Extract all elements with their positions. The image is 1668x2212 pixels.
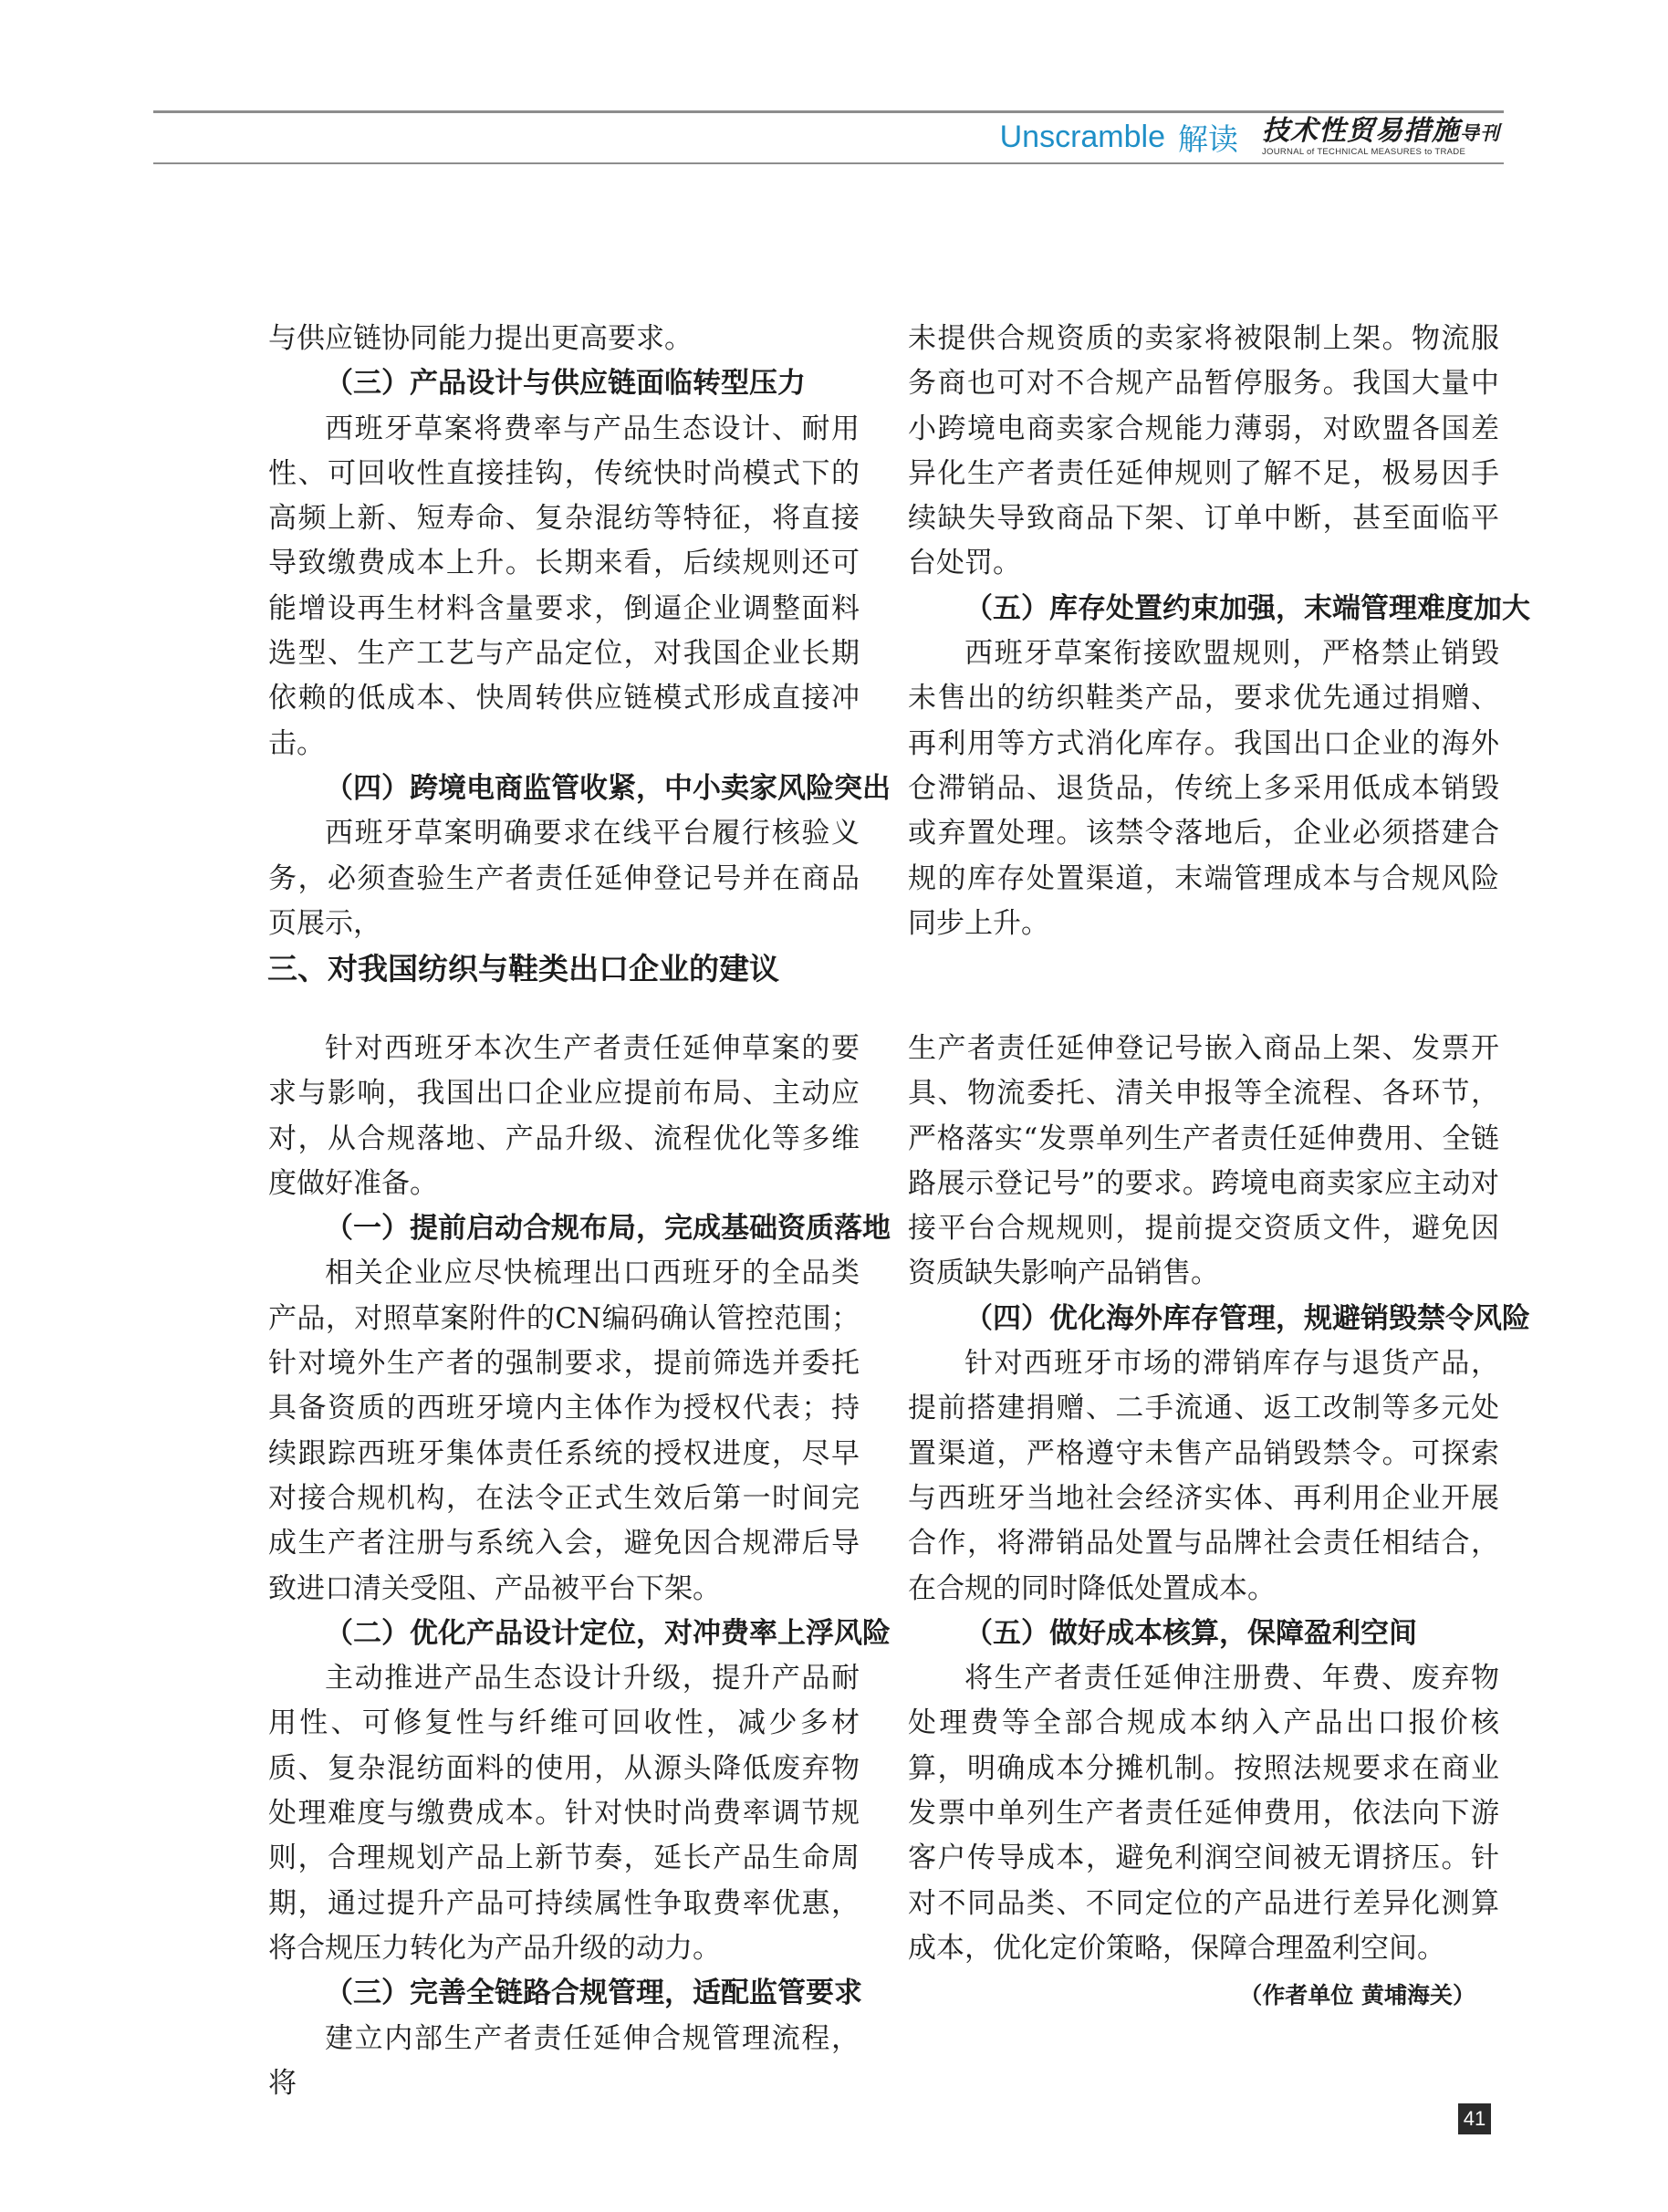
subheading: （四）优化海外库存管理，规避销毁禁令风险 [964, 1301, 1530, 1335]
section-heading: 三、对我国纺织与鞋类出口企业的建议 [267, 951, 779, 986]
journal-logo [1262, 114, 1500, 157]
paragraph: 西班牙草案将费率与产品生态设计、耐用性、可回收性直接挂钩，传统快时尚模式下的高频上新、短寿命、复杂混纺等特征，将直接导致缴费成本上升。长期来看，后续规则还可能增设再生材料含量要求，倒逼企业调整面料选型、生产工艺与产品定位，对我国企业长期依赖的低成本、快周转供应链模式形成直接冲击。 [268, 412, 860, 760]
paragraph: 与供应链协同能力提出更高要求。 [268, 322, 693, 355]
page-number: 41 [1458, 2103, 1491, 2134]
subheading: （二）优化产品设计定位，对冲费率上浮风险 [325, 1616, 891, 1650]
paragraph: 相关企业应尽快梳理出口西班牙的全品类产品，对照草案附件的CN编码确认管控范围；针对境外生产者的强制要求，提前筛选并委托具备资质的西班牙境内主体作为授权代表；持续跟踪西班牙集体责任系统的授权进度，尽早对接合规机构，在法令正式生效后第一时间完成生产者注册与系统入会，避免因合规滞后导致进口清关受阻、产品被平台下架。 [268, 1257, 860, 1605]
subheading: （五）做好成本核算，保障盈利空间 [964, 1616, 1417, 1650]
author-affiliation: （作者单位 黄埔海关） [1239, 1982, 1475, 2009]
section-label-cn: 解读 [1178, 120, 1238, 157]
paragraph: 生产者责任延伸登记号嵌入商品上架、发票开具、物流委托、清关申报等全流程、各环节，严格落实“发票单列生产者责任延伸费用、全链路展示登记号”的要求。跨境电商卖家应主动对接平台合规规则，提前提交资质文件，避免因资质缺失影响产品销售。 [908, 1032, 1499, 1290]
paragraph: 西班牙草案衔接欧盟规则，严格禁止销毁未售出的纺织鞋类产品，要求优先通过捐赠、再利用等方式消化库存。我国出口企业的海外仓滞销品、退货品，传统上多采用低成本销毁或弃置处理。该禁令落地后，企业必须搭建合规的库存处置渠道，末端管理成本与合规风险同步上升。 [908, 637, 1499, 940]
section-label-en: Unscramble [999, 119, 1165, 154]
paragraph: 主动推进产品生态设计升级，提升产品耐用性、可修复性与纤维可回收性，减少多材质、复杂混纺面料的使用，从源头降低废弃物处理难度与缴费成本。针对快时尚费率调节规则，合理规划产品上新节奏，延长产品生命周期，通过提升产品可持续属性争取费率优惠，将合规压力转化为产品升级的动力。 [268, 1662, 860, 1965]
paragraph: 针对西班牙本次生产者责任延伸草案的要求与影响，我国出口企业应提前布局、主动应对，从合规落地、产品升级、流程优化等多维度做好准备。 [268, 1032, 860, 1200]
paragraph: 西班牙草案明确要求在线平台履行核验义务，必须查验生产者责任延伸登记号并在商品页展示， [268, 817, 860, 940]
header-rule-bottom [153, 162, 1504, 164]
subheading: （三）完善全链路合规管理，适配监管要求 [325, 1977, 862, 2010]
upper-left-column [268, 317, 891, 946]
lower-left-column [268, 1027, 891, 2106]
running-head [1000, 115, 1500, 159]
subheading: （一）提前启动合规布局，完成基础资质落地 [325, 1212, 891, 1246]
journal-suffix: 导刊 [1460, 121, 1500, 144]
paragraph: 针对西班牙市场的滞销库存与退货产品，提前搭建捐赠、二手流通、返工改制等多元处置渠道，严格遵守未售产品销毁禁令。可探索与西班牙当地社会经济实体、再利用企业开展合作，将滞销品处置与品牌社会责任相结合，在合规的同时降低处置成本。 [908, 1347, 1499, 1605]
lower-right-column [908, 1027, 1530, 2019]
subheading: （三）产品设计与供应链面临转型压力 [325, 367, 806, 401]
paragraph: 将生产者责任延伸注册费、年费、废弃物处理费等全部合规成本纳入产品出口报价核算，明确成本分摊机制。按照法规要求在商业发票中单列生产者责任延伸费用，依法向下游客户传导成本，避免利润空间被无谓挤压。针对不同品类、不同定位的产品进行差异化测算成本，优化定价策略，保障合理盈利空间。 [908, 1662, 1499, 1965]
upper-right-column [908, 317, 1530, 946]
journal-name-en: JOURNAL of TECHNICAL MEASURES to TRADE [1262, 146, 1466, 157]
paragraph: 未提供合规资质的卖家将被限制上架。物流服务商也可对不合规产品暂停服务。我国大量中小跨境电商卖家合规能力薄弱，对欧盟各国差异化生产者责任延伸规则了解不足，极易因手续缺失导致商品下架、订单中断，甚至面临平台处罚。 [908, 322, 1499, 580]
header-rule-top [153, 110, 1504, 113]
journal-name: 技术性贸易措施导刊 [1262, 114, 1500, 147]
subheading: （五）库存处置约束加强，末端管理难度加大 [964, 591, 1530, 625]
paragraph: 建立内部生产者责任延伸合规管理流程，将 [268, 2021, 860, 2100]
subheading: （四）跨境电商监管收紧，中小卖家风险突出 [325, 771, 891, 805]
